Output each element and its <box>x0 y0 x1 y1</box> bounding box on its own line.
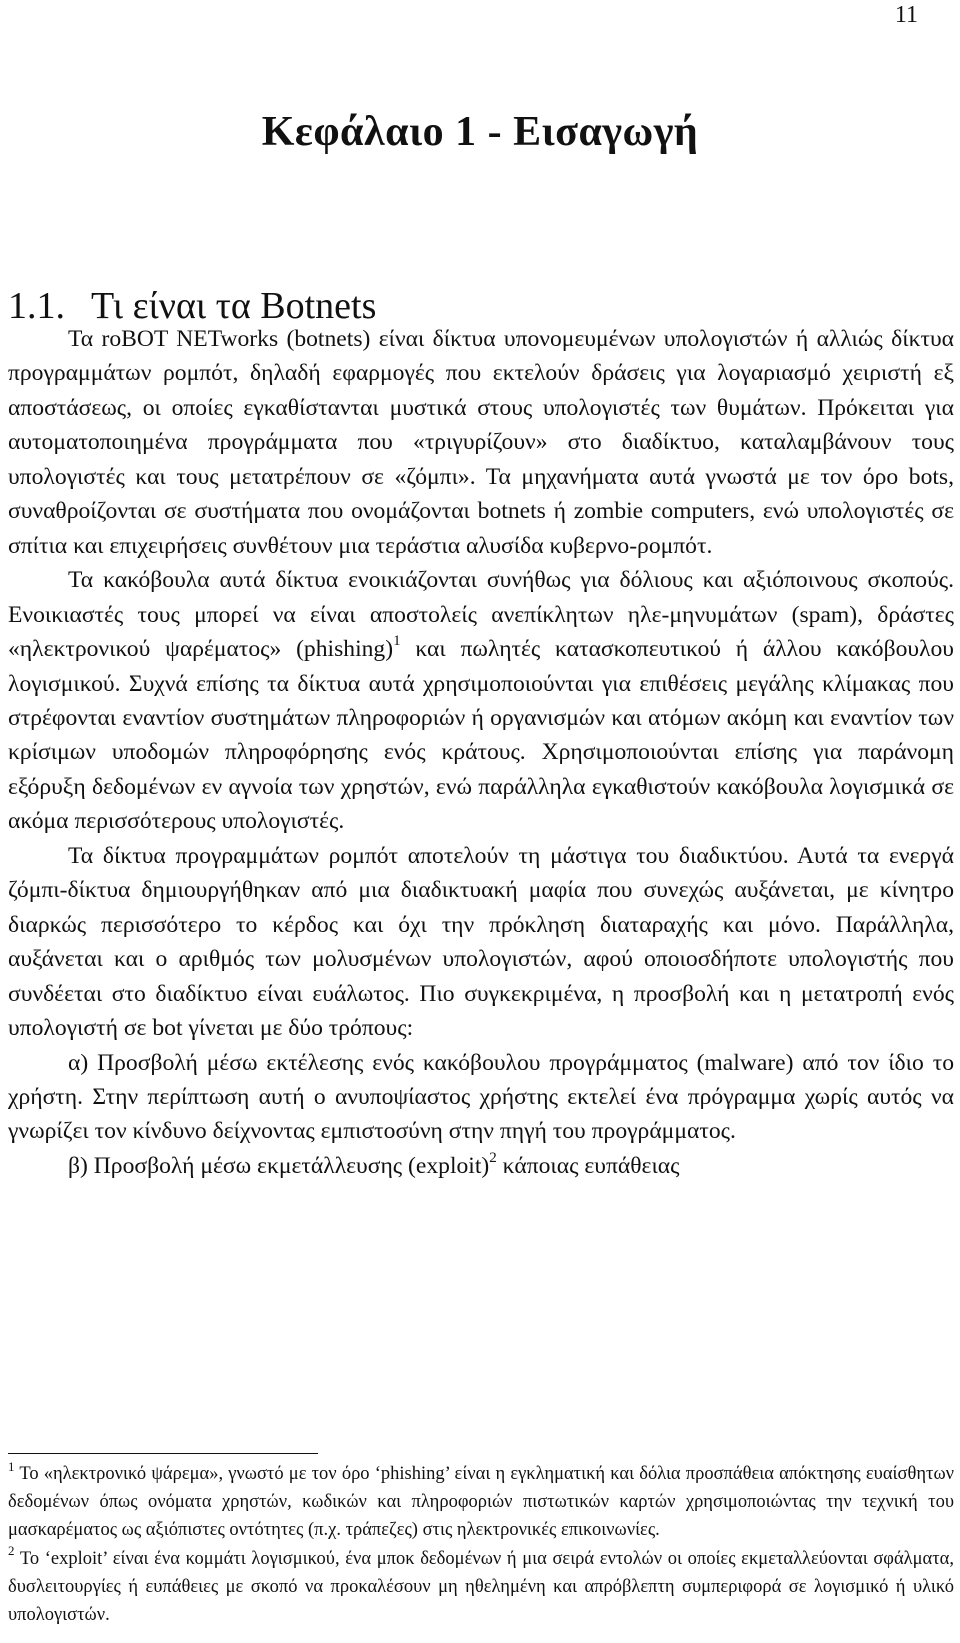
footnotes <box>8 1460 954 1629</box>
footnote-ref-2: 2 <box>489 1150 497 1167</box>
paragraph-text: Τα δίκτυα προγραμμάτων ρομπότ αποτελούν τη μάστιγα του διαδικτύου. Αυτά τα ενεργά ζόμπι-δίκτυα δημιουργήθηκαν από μια διαδικτυακή μαφία που συνεχώς αυξάνεται, με κίνητρο διαρκώς περισσότερο το κέρδος και όχι την πρόκληση διαταραχής και μόνο. Παράλληλα, αυξάνεται και ο αριθμός των μολυσμένων υπολογιστών, αφού οποιοσδήποτε υπολογιστής που συνδέεται στο διαδίκτυο είναι ευάλωτος. Πιο συγκεκριμένα, η προσβολή και η μετατροπή ενός υπολογιστή σε bot γίνεται με δύο τρόπους: <box>8 842 954 1042</box>
footnote-text: Το «ηλεκτρονικό ψάρεμα», γνωστό με τον όρο ‘phishing’ είναι η εγκληματική και δόλια προσπάθεια απόκτησης ευαίσθητων δεδομένων όπως ονόματα χρηστών, κωδικών και πληροφοριών πιστωτικών καρτών χρησιμοποιώντας την τεχνική του μασκαρέματος ως αξιόπιστες οντότητες (π.χ. τράπεζες) στις ηλεκτρονικές επικοινωνίες. <box>8 1464 954 1541</box>
footnote-2 <box>8 1545 954 1630</box>
paragraph-text: β) Προσβολή μέσω εκμετάλλευσης (exploit) <box>68 1152 490 1179</box>
section-number: 1.1. <box>8 284 65 327</box>
footnote-1 <box>8 1460 954 1545</box>
chapter-title: Κεφάλαιο 1 - Εισαγωγή <box>261 109 699 156</box>
paragraph-text: και πωλητές κατασκοπευτικού ή άλλου κακόβουλου λογισμικού. Συχνά επίσης τα δίκτυα αυτά χρησιμοποιούνται για επιθέσεις μεγάλης κλίμακας που στρέφονται εναντίον συστημάτων πληροφοριών ή οργανισμών και ατόμων ακόμη και εναντίον των κρίσιμων υποδομών πληροφόρησης ενός κράτους. Χρησιμοποιούνται επίσης για παράνομη εξόρυξη δεδομένων εν αγνοία των χρηστών, ενώ παράλληλα εγκαθιστούν κακόβουλα λογισμικά σε ακόμα περισσότερους υπολογιστές. <box>8 636 954 835</box>
section-heading <box>8 284 376 328</box>
paragraph-plague <box>8 839 954 1046</box>
paragraph-text: Τα κακόβουλα αυτά δίκτυα ενοικιάζονται συνήθως για δόλιους και αξιόποινους σκοπούς. Ενοικιαστές τους μπορεί να είναι αποστολείς ανεπίκλητων ηλε-μηνυμάτων (spam), δράστες «ηλεκτρονικού ψαρέματος» (phishing) <box>8 567 954 663</box>
section-title: Τι είναι τα Botnets <box>91 284 377 327</box>
paragraph-text: κάποιας ευπάθειας <box>496 1152 680 1179</box>
paragraph-method-a <box>8 1046 954 1149</box>
footnote-marker: 1 <box>8 1458 15 1474</box>
paragraph-text: Τα roBOT NETworks (botnets) είναι δίκτυα υπονομευμένων υπολογιστών ή αλλιώς δίκτυα προγραμμάτων ρομπότ, δηλαδή εφαρμογές που εκτελούν δράσεις για λογαριασμό χειριστή εξ αποστάσεως, οι οποίες εγκαθίστανται μυστικά στους υπολογιστές των θυμάτων. Πρόκειται για αυτοματοποιημένα προγράμματα που «τριγυρίζουν» στο διαδίκτυο, καταλαμβάνουν τους υπολογιστές και τους μετατρέπουν σε «ζόμπι». Τα μηχανήματα αυτά γνωστά με τον όρο bots, συναθροίζονται σε συστήματα που ονομάζονται botnets ή zombie computers, ενώ υπολογιστές σε σπίτια και επιχειρήσεις συνθέτουν μια τεράστια αλυσίδα κυβερνο-ρομπότ. <box>8 326 954 559</box>
footnote-ref-1: 1 <box>393 633 401 650</box>
paragraph-malicious-uses <box>8 563 954 839</box>
paragraph-botnets-definition <box>8 322 954 563</box>
paragraph-text: α) Προσβολή μέσω εκτέλεσης ενός κακόβουλου προγράμματος (malware) από τον ίδιο το χρήστη. Στην περίπτωση αυτή ο ανυποψίαστος χρήστης εκτελεί ένα πρόγραμμα χωρίς αυτός να γνωρίζει τον κίνδυνο δείχνοντας εμπιστοσύνη στην πηγή του προγράμματος. <box>8 1049 954 1145</box>
page-number: 11 <box>894 2 918 28</box>
footnote-separator <box>8 1453 318 1454</box>
footnote-text: Το ‘exploit’ είναι ένα κομμάτι λογισμικού, ένα μποκ δεδομένων ή μια σειρά εντολών οι οποίες εκμεταλλεύονται σφάλματα, δυσλειτουργίες ή ευπάθειες με σκοπό να προκαλέσουν μη ηθελημένη και απρόβλεπτη συμπεριφορά σε λογισμικό ή υλικό υπολογιστών. <box>8 1548 954 1626</box>
body-text <box>8 322 954 1183</box>
footnote-marker: 2 <box>8 1543 15 1559</box>
paragraph-method-b <box>8 1149 954 1183</box>
